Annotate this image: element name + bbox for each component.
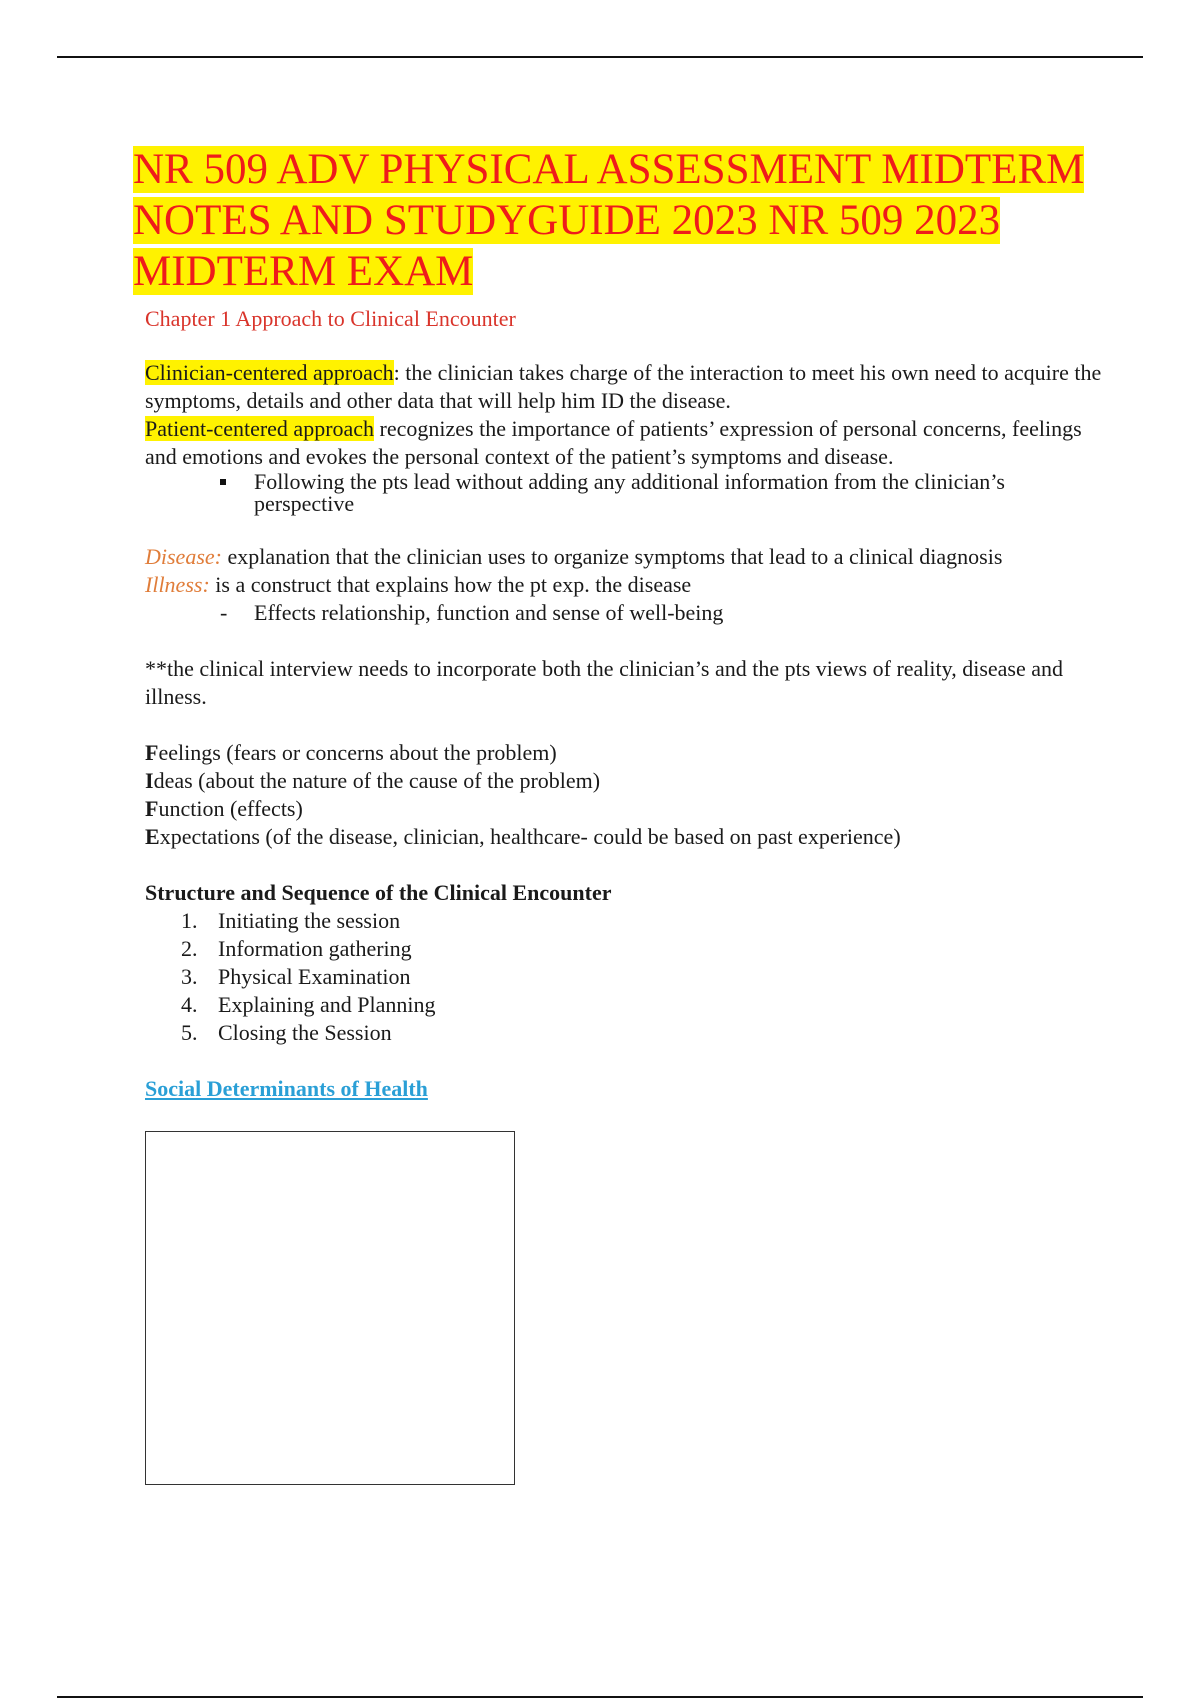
disease-text: explanation that the clinician uses to organize symptoms that lead to a clinical diagnosis: [221, 544, 1003, 569]
patient-centered-text: recognizes the importance of patients’ expression of personal concerns, feelings and emotions and evokes the personal context of the patient’s symptoms and disease.: [145, 416, 1082, 469]
disease-term: Disease:: [145, 544, 222, 569]
fife-item: Function (effects): [145, 796, 303, 821]
list-item: Following the pts lead without adding any additional information from the clinician’s perspective: [254, 471, 1105, 515]
illness-term: Illness:: [145, 572, 210, 597]
title-text: NR 509 ADV PHYSICAL ASSESSMENT MIDTERM NOTES AND STUDYGUIDE 2023 NR 509 2023 MIDTERM EXAM: [133, 146, 1085, 295]
bottom-rule: [57, 1696, 1143, 1698]
chapter-heading: Chapter 1 Approach to Clinical Encounter: [145, 306, 516, 331]
clinician-centered-text: : the clinician takes charge of the interaction to meet his own need to acquire the symptoms, details and other data that will help him ID the disease.: [145, 360, 1102, 413]
list-item: 4. Explaining and Planning: [181, 992, 436, 1017]
disease-definition: [145, 543, 1105, 571]
clinician-centered-term: Clinician-centered approach: [145, 360, 394, 385]
illness-text: is a construct that explains how the pt exp. the disease: [209, 572, 692, 597]
fife-item: Feelings (fears or concerns about the problem): [145, 740, 557, 765]
clinical-interview-note: **the clinical interview needs to incorporate both the clinician’s and the pts views of reality, disease and illness.: [145, 656, 1064, 709]
list-item: - Effects relationship, function and sense of well-being: [254, 599, 1105, 627]
structure-steps: [145, 907, 1105, 1047]
document-body: [145, 305, 1105, 1485]
image-placeholder: [145, 1131, 515, 1485]
patient-centered-list: [145, 471, 1105, 515]
social-determinants-link[interactable]: Social Determinants of Health: [145, 1076, 428, 1101]
list-item: 3. Physical Examination: [181, 964, 411, 989]
list-item: 5. Closing the Session: [181, 1020, 392, 1045]
illness-list: [145, 599, 1105, 627]
clinician-centered-paragraph: [145, 359, 1105, 415]
fife-item: Ideas (about the nature of the cause of the problem): [145, 768, 601, 793]
document-title: [133, 144, 1133, 297]
illness-definition: [145, 571, 1105, 599]
fife-item: Expectations (of the disease, clinician, healthcare- could be based on past experience): [145, 824, 901, 849]
fife-list: [145, 739, 1105, 851]
list-item: 2. Information gathering: [181, 936, 412, 961]
patient-centered-term: Patient-centered approach: [145, 416, 375, 441]
list-item: 1. Initiating the session: [181, 908, 401, 933]
patient-centered-paragraph: [145, 415, 1105, 471]
structure-heading: Structure and Sequence of the Clinical Encounter: [145, 880, 612, 905]
